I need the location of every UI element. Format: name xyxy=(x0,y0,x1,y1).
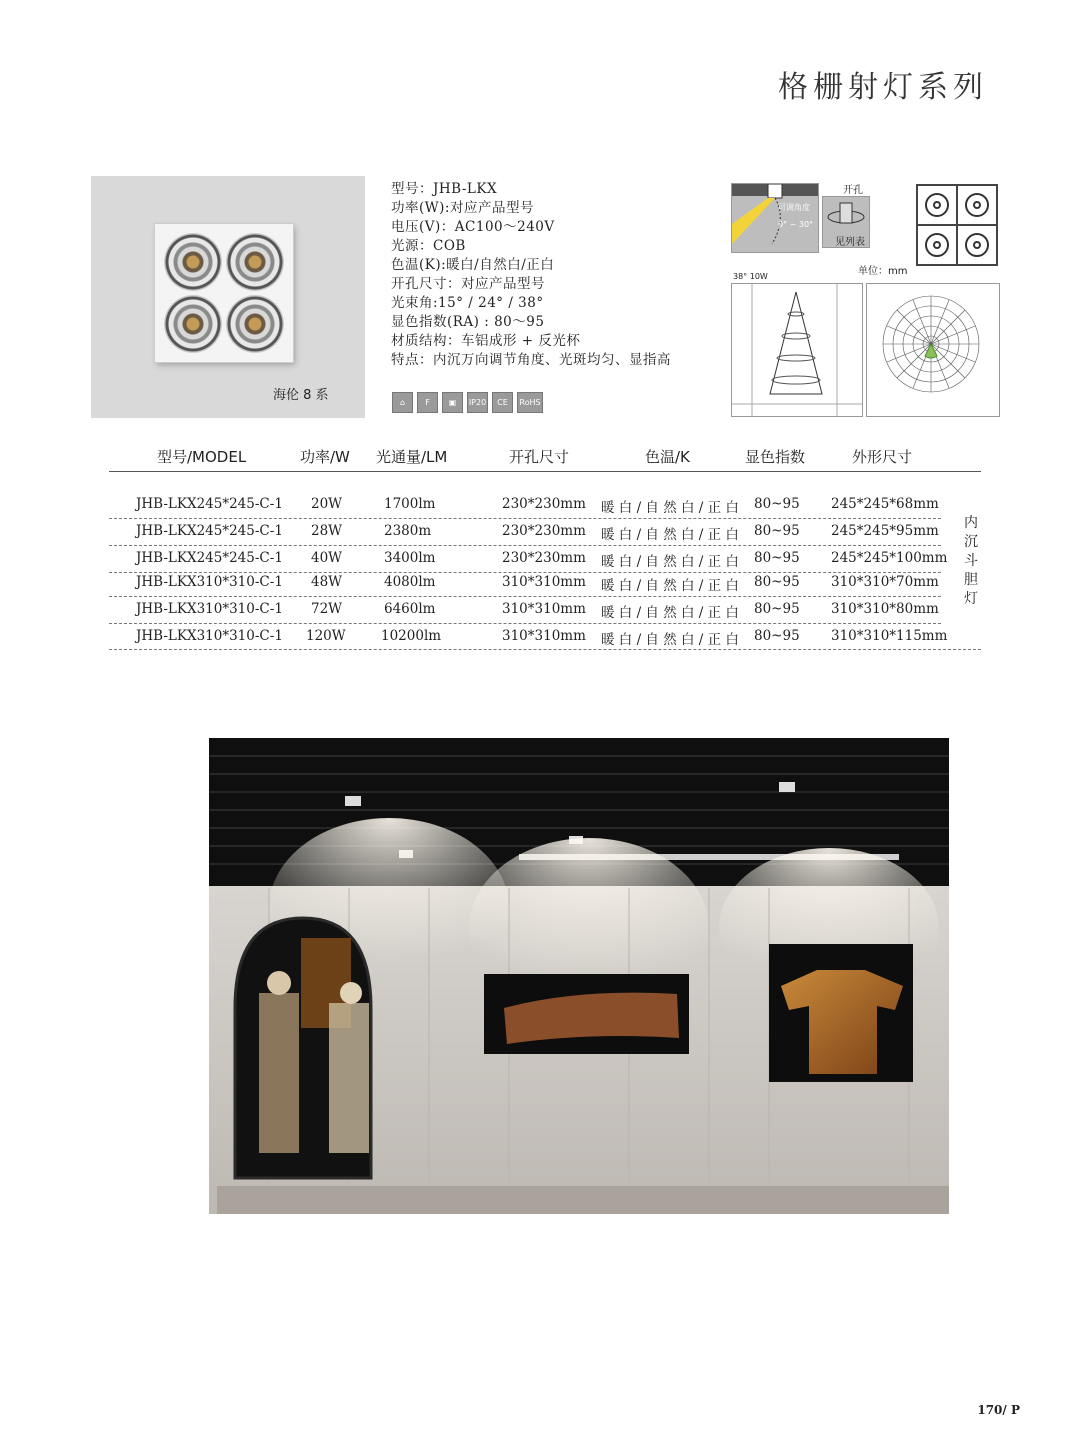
cell-flux: 4080lm xyxy=(384,574,436,590)
table-row xyxy=(109,570,941,597)
table-header-rule xyxy=(109,471,981,472)
adjust-angle-diagram xyxy=(731,183,819,253)
class-icon: ▣ xyxy=(442,392,463,413)
cell-dimensions: 310*310*80mm xyxy=(831,601,939,617)
cell-cri: 80~95 xyxy=(754,574,800,590)
series-title: 格栅射灯系列 xyxy=(778,70,988,105)
spec-line: 色温(K):暖白/自然白/正白 xyxy=(391,257,555,273)
cell-power: 72W xyxy=(311,601,343,617)
cell-cri: 80~95 xyxy=(754,550,800,566)
column-header-model: 型号/MODEL xyxy=(157,448,247,466)
showroom-photo xyxy=(209,738,949,1214)
column-header-cri: 显色指数 xyxy=(745,448,806,466)
ce-icon: CE xyxy=(492,392,513,413)
column-header-cutout: 开孔尺寸 xyxy=(509,448,570,466)
fixture-layout-diagram xyxy=(916,184,998,266)
cell-power: 120W xyxy=(306,628,346,644)
table-row xyxy=(109,546,948,573)
spec-line: 光束角:15° / 24° / 38° xyxy=(391,295,544,311)
cell-cutout: 230*230mm xyxy=(502,496,586,512)
cell-power: 20W xyxy=(311,496,343,512)
spec-line: 开孔尺寸：对应产品型号 xyxy=(391,276,545,292)
cell-flux: 6460lm xyxy=(384,601,436,617)
beam-label: 38° 10W xyxy=(733,272,768,281)
table-row xyxy=(109,519,941,546)
cutout-note: 见列表 xyxy=(835,237,865,248)
cell-power: 40W xyxy=(311,550,343,566)
spec-list xyxy=(391,180,671,370)
indoor-icon: ⌂ xyxy=(392,392,413,413)
cell-power: 28W xyxy=(311,523,343,539)
cell-color-temp: 暖 白 / 自 然 白 / 正 白 xyxy=(601,527,739,543)
spec-line: 功率(W):对应产品型号 xyxy=(391,200,534,216)
cell-dimensions: 310*310*115mm xyxy=(831,628,948,644)
unit-label: 单位：mm xyxy=(858,266,908,277)
cell-flux: 3400lm xyxy=(384,550,436,566)
cutout-diagram xyxy=(822,196,870,248)
page-number: 170/ P xyxy=(977,1403,1020,1417)
spec-line: 电压(V)：AC100～240V xyxy=(391,219,555,235)
column-header-power: 功率/W xyxy=(300,448,350,466)
cell-cri: 80~95 xyxy=(754,601,800,617)
cell-color-temp: 暖 白 / 自 然 白 / 正 白 xyxy=(601,578,739,594)
cell-color-temp: 暖 白 / 自 然 白 / 正 白 xyxy=(601,554,739,570)
cell-cutout: 310*310mm xyxy=(502,574,586,590)
cell-flux: 1700lm xyxy=(384,496,436,512)
spec-line: 特点：内沉万向调节角度、光斑均匀、显指高 xyxy=(391,352,671,368)
spec-line: 型号：JHB-LKX xyxy=(391,181,498,197)
cell-model: JHB-LKX310*310-C-1 xyxy=(136,628,283,644)
cell-dimensions: 245*245*95mm xyxy=(831,523,939,539)
spec-line: 显色指数(RA) : 80～95 xyxy=(391,314,545,330)
table-row xyxy=(109,624,948,650)
product-photo xyxy=(91,176,365,418)
cell-cutout: 310*310mm xyxy=(502,628,586,644)
cell-dimensions: 245*245*68mm xyxy=(831,496,939,512)
table-bottom-rule xyxy=(109,649,981,650)
cell-cri: 80~95 xyxy=(754,523,800,539)
cell-model: JHB-LKX245*245-C-1 xyxy=(136,550,283,566)
cell-cutout: 230*230mm xyxy=(502,523,586,539)
cell-power: 48W xyxy=(311,574,343,590)
cell-dimensions: 245*245*100mm xyxy=(831,550,948,566)
cell-cutout: 310*310mm xyxy=(502,601,586,617)
cell-flux: 10200lm xyxy=(381,628,442,644)
category-side-label: 内 沉 斗 胆 灯 xyxy=(964,515,978,607)
cell-flux: 2380m xyxy=(384,523,432,539)
f-mark-icon: F xyxy=(417,392,438,413)
column-header-color-temp: 色温/K xyxy=(645,448,690,466)
certification-icons xyxy=(392,392,543,413)
beam-distribution-chart xyxy=(731,283,863,417)
cell-cri: 80~95 xyxy=(754,496,800,512)
polar-distribution-chart xyxy=(866,283,1000,417)
cell-cutout: 230*230mm xyxy=(502,550,586,566)
spec-line: 光源：COB xyxy=(391,238,466,254)
cutout-label: 开孔 xyxy=(843,185,863,196)
spec-table-header xyxy=(109,446,981,468)
cell-color-temp: 暖 白 / 自 然 白 / 正 白 xyxy=(601,605,739,621)
cell-model: JHB-LKX245*245-C-1 xyxy=(136,523,283,539)
rohs-icon: RoHS xyxy=(517,392,543,413)
column-header-dimensions: 外形尺寸 xyxy=(852,448,913,466)
adjust-angle-label: 可调角度 xyxy=(778,203,810,212)
ip20-icon: IP20 xyxy=(467,392,488,413)
cell-color-temp: 暖 白 / 自 然 白 / 正 白 xyxy=(601,632,739,648)
spec-line: 材质结构：车铝成形 + 反光杯 xyxy=(391,333,581,349)
cell-color-temp: 暖 白 / 自 然 白 / 正 白 xyxy=(601,500,739,516)
table-row xyxy=(109,492,941,519)
table-row xyxy=(109,597,941,624)
product-caption: 海伦 8 系 xyxy=(273,388,329,403)
cell-model: JHB-LKX310*310-C-1 xyxy=(136,574,283,590)
cell-dimensions: 310*310*70mm xyxy=(831,574,939,590)
adjust-angle-range: 0° ~ 30° xyxy=(778,220,814,229)
grille-spotlight-fixture xyxy=(155,224,293,362)
column-header-flux: 光通量/LM xyxy=(376,448,448,466)
cell-model: JHB-LKX310*310-C-1 xyxy=(136,601,283,617)
cell-model: JHB-LKX245*245-C-1 xyxy=(136,496,283,512)
cell-cri: 80~95 xyxy=(754,628,800,644)
